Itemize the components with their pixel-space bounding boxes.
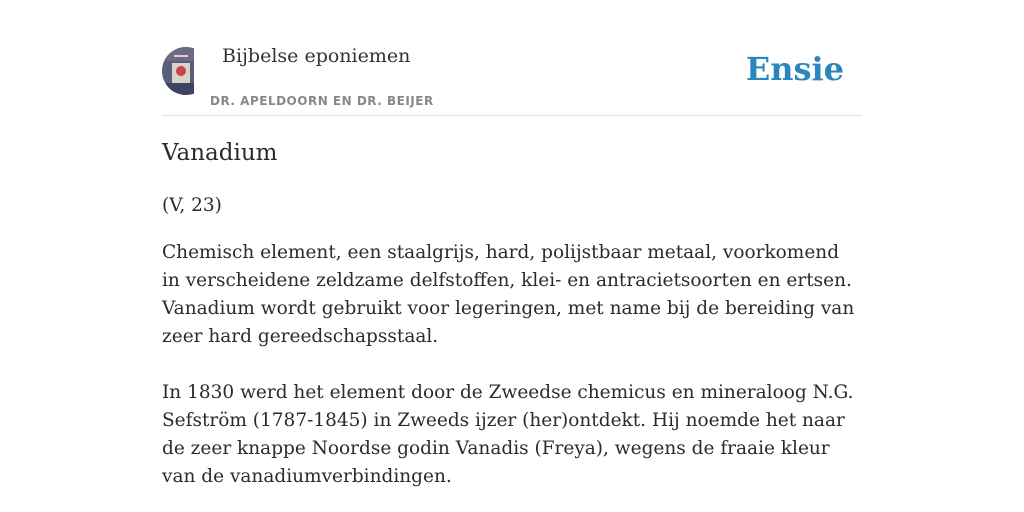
entry-title: Vanadium: [162, 140, 278, 166]
book-authors: DR. APELDOORN EN DR. BEIJER: [210, 94, 434, 108]
entry-body: [162, 192, 862, 491]
header: [162, 44, 862, 116]
paragraph-1: Chemisch element, een staalgrijs, hard, polijstbaar metaal, voorkomend in verscheidene zeldzame delfstoffen, klei- en antracietsoorten en ertsen. Vanadium wordt gebruikt voor legeringen, met name bij de bereiding van zeer hard gereedschapsstaal.: [162, 242, 855, 347]
book-cover-image[interactable]: [162, 47, 194, 95]
book-title-link[interactable]: Bijbelse eponiemen: [222, 45, 411, 67]
element-symbol: (V, 23): [162, 195, 222, 216]
paragraph-2: In 1830 werd het element door de Zweedse chemicus en mineraloog N.G. Sefström (1787-1845) in Zweeds ijzer (her)ontdekt. Hij noemde het naar de zeer knappe Noordse godin Vanadis (Freya), wegens de fraaie kleur van de vanadiumverbindingen.: [162, 382, 854, 487]
ensie-logo[interactable]: Ensie: [745, 50, 844, 88]
